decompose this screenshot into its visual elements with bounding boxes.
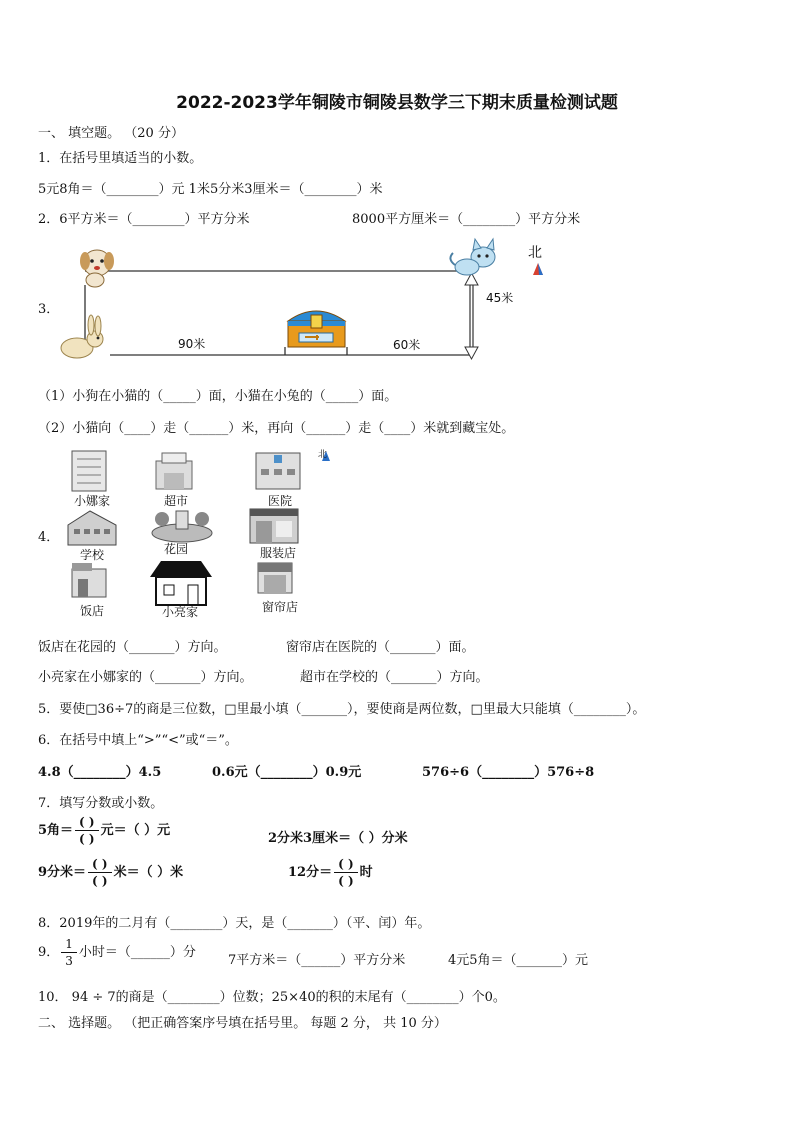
q3-map-figure	[55, 235, 555, 370]
q7-d-prefix: 12分＝	[288, 865, 333, 880]
q4-line1-left: 饭店在花园的（_______）方向。	[38, 640, 227, 655]
q4-label-garden: 花园	[164, 542, 189, 556]
q4-label-supermarket: 超市	[164, 494, 189, 508]
q7-c-fraction	[88, 856, 112, 889]
q7-c-suffix: 米＝（ ）米	[113, 865, 184, 880]
q4-north-label: 北	[318, 450, 328, 460]
garden-icon	[152, 511, 212, 542]
q6-c: 576÷6（________）576÷8	[422, 765, 595, 780]
q7-a-denominator: ( )	[79, 832, 95, 846]
q7-a-suffix: 元＝（ ）元	[100, 823, 171, 838]
q4-buildings-figure	[60, 445, 340, 620]
page-title: 2022-2023学年铜陵市铜陵县数学三下期末质量检测试题	[176, 93, 618, 113]
q9-number: 9．	[38, 945, 60, 960]
q1-line: 5元8角＝（________）元 1米5分米3厘米＝（________）米	[38, 182, 383, 197]
school-icon	[68, 511, 116, 545]
curtain-store-icon	[258, 563, 292, 593]
section-1-heading: 一、 填空题。 （20 分）	[38, 126, 184, 141]
q3-sub1: （1）小狗在小猫的（_____）面，小猫在小兔的（_____）面。	[38, 389, 398, 404]
q7-c-numerator: ( )	[88, 856, 112, 873]
xiaoliang-home-icon	[150, 561, 212, 605]
q4-label-school: 学校	[80, 548, 105, 562]
q4-line1-right: 窗帘店在医院的（_______）面。	[286, 640, 475, 655]
q4-label-clothing-store: 服装店	[260, 546, 297, 560]
q5-text: 5．要使□36÷7的商是三位数，□里最小填（_______），要使商是两位数，□里最大只能填（________）。	[38, 702, 646, 717]
q9-b: 7平方米＝（______）平方分米	[228, 953, 406, 968]
q6-stem: 6．在括号中填上“>”“<”或“＝”。	[38, 733, 238, 748]
q3-number: 3．	[38, 302, 60, 317]
q3-distance-60: 60米	[393, 338, 421, 352]
q9-c: 4元5角＝（_______）元	[448, 953, 589, 968]
q4-number: 4．	[38, 530, 60, 545]
q3-distance-45: 45米	[486, 291, 514, 305]
cat-icon	[450, 239, 495, 275]
q7-c	[38, 856, 183, 889]
q3-north-label: 北	[528, 245, 542, 261]
dog-icon	[80, 250, 114, 287]
q7-b: 2分米3厘米＝（ ）分米	[268, 831, 408, 846]
clothing-store-icon	[250, 509, 298, 543]
q4-label-xiaoliang-home: 小亮家	[162, 605, 199, 619]
supermarket-icon	[156, 453, 192, 489]
q10-text: 10． 94 ÷ 7的商是（________）位数；25×40的积的末尾有（________）个0。	[38, 990, 506, 1005]
xiaona-home-icon	[72, 451, 106, 491]
q7-c-denominator: ( )	[92, 874, 108, 888]
q6-b: 0.6元（________）0.9元	[212, 765, 362, 780]
q7-c-prefix: 9分米＝	[38, 865, 87, 880]
q7-d-suffix: 时	[359, 865, 373, 880]
restaurant-icon	[72, 563, 106, 597]
q7-a-numerator: ( )	[75, 814, 99, 831]
q2-right: 8000平方厘米＝（________）平方分米	[352, 212, 581, 227]
q4-label-curtain-store: 窗帘店	[262, 600, 299, 614]
q4-label-xiaona-home: 小娜家	[74, 494, 111, 508]
q7-a-fraction	[75, 814, 99, 847]
q7-d-numerator: ( )	[334, 856, 358, 873]
q4-label-restaurant: 饭店	[80, 604, 105, 618]
q2-left: 2．6平方米＝（________）平方分米	[38, 212, 250, 227]
q4-label-hospital: 医院	[268, 494, 293, 508]
q8-text: 8．2019年的二月有（________）天，是（_______）（平、闰）年。	[38, 916, 431, 931]
q9-fraction	[61, 936, 77, 969]
q4-line2-left: 小亮家在小娜家的（_______）方向。	[38, 670, 253, 685]
hospital-icon	[256, 453, 300, 489]
q7-d-fraction	[334, 856, 358, 889]
q7-stem: 7．填写分数或小数。	[38, 796, 164, 811]
q7-d-denominator: ( )	[338, 874, 354, 888]
q4-line2-right: 超市在学校的（_______）方向。	[300, 670, 489, 685]
treasure-chest-icon	[288, 311, 345, 347]
q6-a: 4.8（________）4.5	[38, 765, 162, 780]
section-2-heading: 二、 选择题。 （把正确答案序号填在括号里。 每题 2 分， 共 10 分）	[38, 1016, 447, 1031]
q1-stem: 1．在括号里填适当的小数。	[38, 151, 203, 166]
q9-line	[38, 936, 196, 969]
rabbit-icon	[61, 315, 103, 358]
q9-numerator: 1	[61, 936, 77, 953]
q9-a: 小时＝（______）分	[78, 945, 196, 960]
q7-a-prefix: 5角＝	[38, 823, 74, 838]
q7-a	[38, 814, 170, 847]
q9-denominator: 3	[65, 954, 73, 968]
q3-sub2: （2）小猫向（____）走（______）米，再向（______）走（____）米就到藏宝处。	[38, 421, 515, 436]
q7-d	[288, 856, 373, 889]
q3-distance-90: 90米	[178, 337, 206, 351]
